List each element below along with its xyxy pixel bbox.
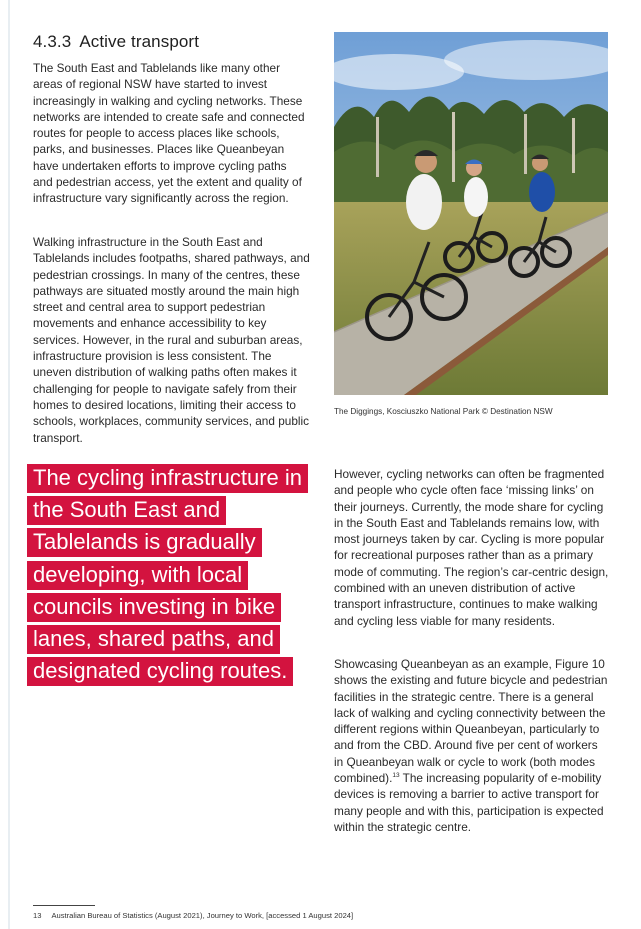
paragraph-4-continued: The increasing popularity of e-mobility devices is removing a barrier to active transport for many people and with this, participation is expected within the strategic centre. [334, 771, 604, 834]
paragraph-1-text: The South East and Tablelands like many other areas of regional NSW have started to invest increasingly in walking and cycling networks. These networks are intended to create safe and connected routes for people to access places like schools, parks, and businesses. Places like Queanbeyan have undertaken efforts to improve cycling paths and pedestrian access, yet the extent and quality of infrastructure vary significantly across the region. [33, 61, 305, 206]
cyclists-photo [334, 32, 608, 395]
footnote-text: Australian Bureau of Statistics (August 2021), Journey to Work, [accessed 1 August 2024] [51, 911, 354, 920]
pull-quote-text: The cycling infrastructure in the South East and Tablelands is gradually developing, with local councils investing in bike lanes, shared paths, and designated cycling routes. [27, 464, 308, 686]
footnote-divider [33, 905, 95, 906]
body-paragraph-intro [33, 60, 308, 207]
footnote-reference[interactable]: 13 [392, 772, 400, 780]
section-heading [33, 32, 199, 52]
photo-caption: The Diggings, Kosciuszko National Park © Destination NSW [334, 407, 553, 416]
paragraph-3-text: However, cycling networks can often be fragmented and people who cycle often face ‘missing links’ on their journeys. Currently, the mode share for cycling in the South East and Tablelands remains low, with most journeys taken by car. Cycling is more popular for recreational purposes rather than as a primary mode of commuting. The region’s car-centric design, combined with an uneven distribution of active transport infrastructure, continues to make walking and cycling less viable for many residents. [334, 467, 609, 628]
page-edge-line [8, 0, 10, 929]
footnote-number: 13 [33, 911, 42, 920]
paragraph-4-main: Showcasing Queanbeyan as an example, Figure 10 shows the existing and future bicycle and pedestrian facilities in the strategic centre. There is a general lack of walking and cycling connectivity between the different regions within Queanbeyan, particularly to and from the CBD. Around five per cent of workers in Queanbeyan walk or cycle to work (both modes combined). [334, 657, 608, 786]
body-paragraph-cycling [334, 466, 610, 629]
paragraph-2-text: Walking infrastructure in the South East and Tablelands includes footpaths, shared pathways, and pedestrian crossings. In many of the centres, these pathways are situated mostly around the main high street and central area to support pedestrian movements and enhance accessibility to key services. However, in the rural and suburban areas, infrastructure provision is less consistent. The uneven distribution of walking paths often makes it challenging for people to navigate safely from their homes to desired locations, limiting their access to schools, workplaces, community services, and public transport. [33, 235, 310, 445]
body-paragraph-queanbeyan [334, 656, 610, 835]
paragraph-4-text [334, 656, 610, 835]
body-paragraph-walking [33, 234, 311, 446]
section-title: Active transport [79, 32, 200, 51]
footnote [33, 911, 353, 920]
pull-quote [27, 462, 307, 687]
section-number: 4.3.3 [33, 32, 72, 51]
